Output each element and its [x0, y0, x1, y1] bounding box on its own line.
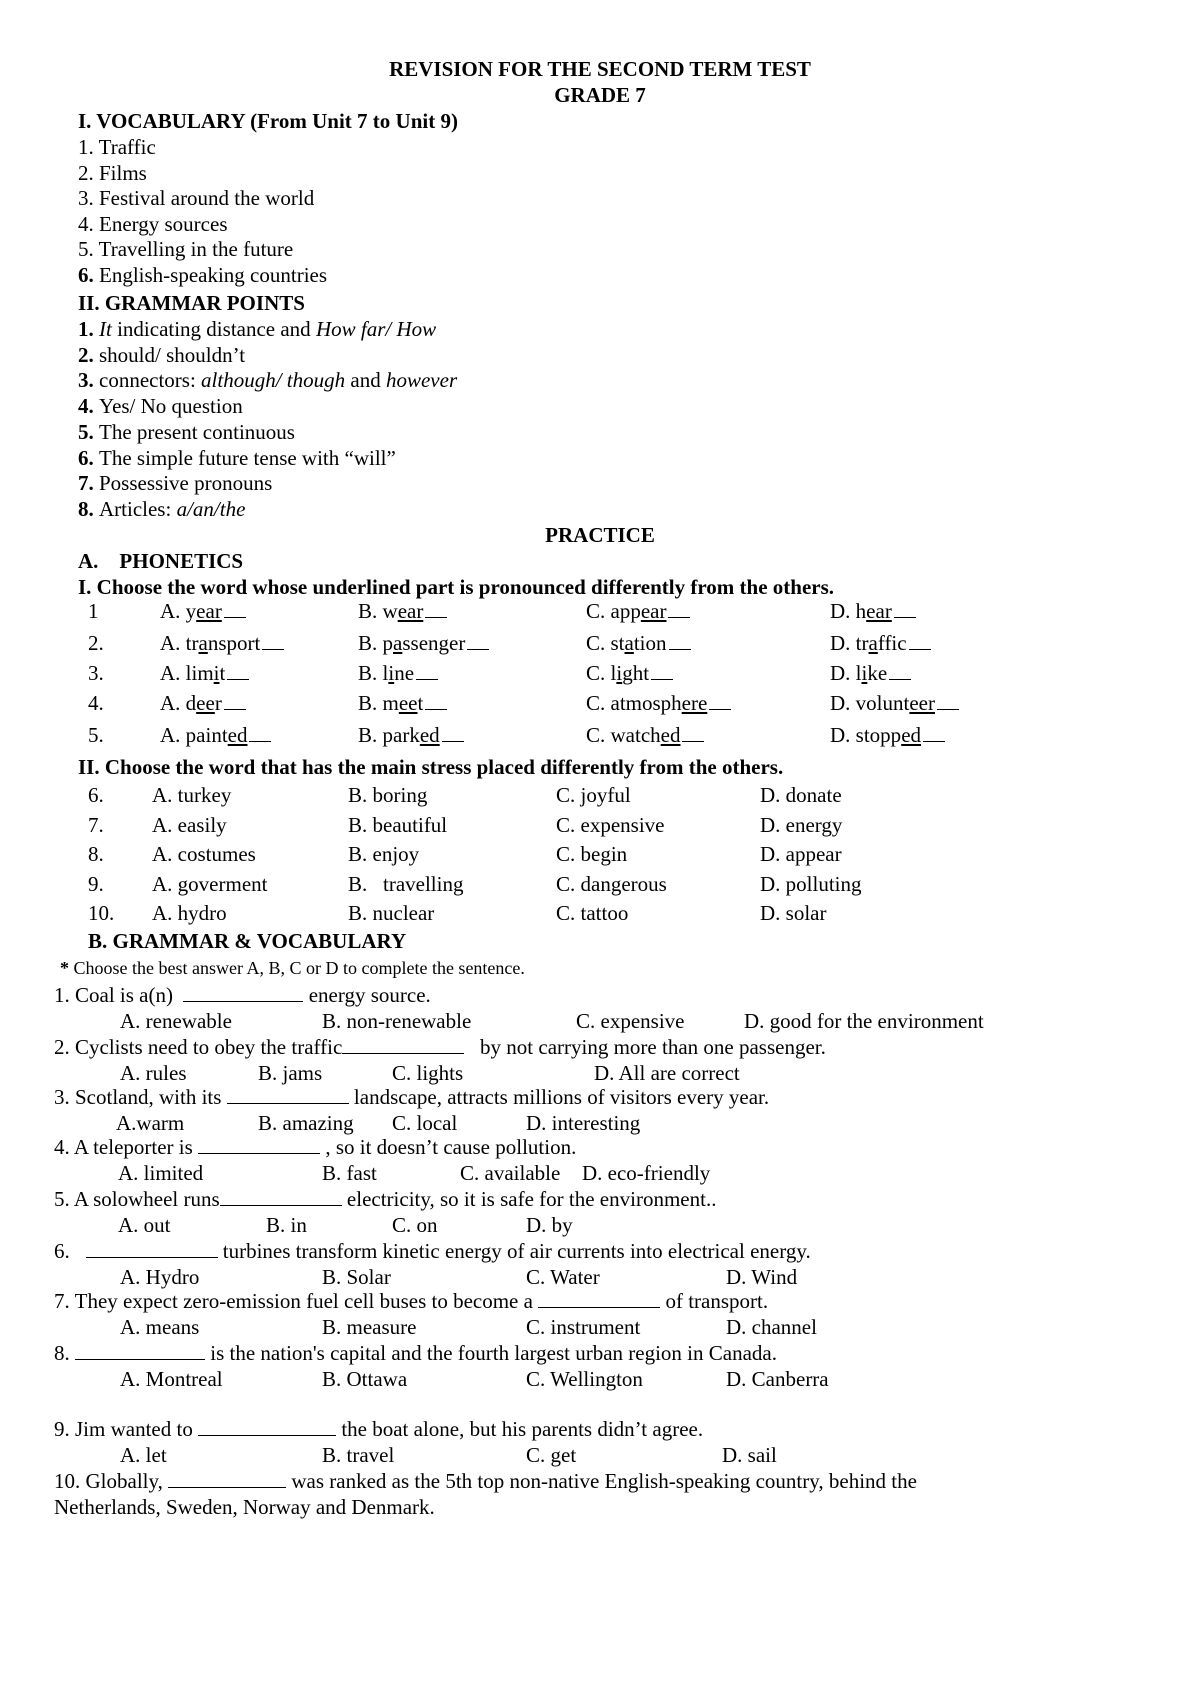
option-text: C. app [586, 599, 641, 623]
answer-option [358, 630, 489, 656]
option-text: D. stopp [830, 723, 902, 747]
option-text: D. l [830, 661, 862, 685]
question-text: 2. Cyclists need to obey the traffic [54, 1035, 343, 1059]
option-text: C. l [586, 661, 617, 685]
item-keyword: How far/ How [315, 317, 437, 341]
option-text: ght [622, 661, 650, 685]
question-text: 4. A teleporter is [54, 1135, 199, 1159]
item-number: 6. [78, 263, 99, 287]
question-number: 10. [88, 901, 115, 926]
question-text: , so it doesn’t cause pollution. [320, 1135, 577, 1159]
option-text: r [214, 691, 222, 715]
underline-mark [669, 631, 691, 650]
option-underlined-part: ere [681, 691, 708, 715]
question-continuation: Netherlands, Sweden, Norway and Denmark. [54, 1495, 435, 1519]
question-number: 7. [88, 812, 104, 837]
option-text: A. d [160, 691, 197, 715]
underline-mark [889, 661, 911, 680]
answer-option [160, 630, 284, 656]
answer-option [586, 630, 691, 656]
option-underlined-part: i [388, 661, 395, 685]
question-text: was ranked as the 5th top non-native English-speaking country, behind the [286, 1469, 917, 1493]
answer-option: D. All are correct [594, 1061, 740, 1085]
answer-blank [538, 1289, 660, 1308]
answer-option: D. Wind [726, 1265, 798, 1289]
option-text: D. volunt [830, 691, 910, 715]
question-number: 9. [88, 871, 104, 896]
item-keyword: a/an/the [176, 496, 246, 521]
question-number: 8. [88, 842, 104, 867]
answer-option [830, 660, 911, 686]
item-text: The simple future tense with “will” [99, 445, 396, 470]
question-text: turbines transform kinetic energy of air currents into electrical energy. [217, 1239, 811, 1263]
question-stem [54, 1468, 917, 1494]
option-underlined-part: ee [398, 691, 418, 715]
answer-blank [220, 1187, 342, 1206]
question-text: electricity, so it is safe for the environment.. [341, 1187, 717, 1211]
answer-blank [342, 1035, 464, 1054]
answer-option [586, 690, 731, 716]
item-text: Films [99, 160, 147, 185]
underline-mark [416, 661, 438, 680]
vocabulary-item [78, 134, 156, 160]
underline-mark [894, 599, 916, 618]
answer-blank [183, 983, 303, 1002]
option-underlined-part: ear [640, 599, 667, 623]
underline-mark [923, 723, 945, 742]
answer-option: B. nuclear [348, 901, 435, 926]
option-underlined-part: ed [419, 723, 440, 747]
option-text: nsport [207, 631, 261, 655]
item-number: 2. [78, 160, 99, 185]
answer-option: D. polluting [760, 871, 862, 896]
answer-option: A. limited [118, 1161, 204, 1185]
option-text: B. p [358, 631, 394, 655]
answer-option: C. dangerous [556, 871, 667, 896]
answer-option: D. by [526, 1213, 573, 1237]
option-text: tion [633, 631, 667, 655]
option-underlined-part: a [198, 631, 208, 655]
answer-option [830, 690, 959, 716]
item-text: Possessive pronouns [99, 471, 273, 496]
option-text: D. h [830, 599, 867, 623]
question-stem [54, 1416, 703, 1442]
item-number: 5. [78, 419, 99, 444]
answer-option: A. out [118, 1213, 171, 1237]
question-number: 5. [88, 723, 104, 747]
answer-option: B. jams [258, 1061, 323, 1085]
option-underlined-part: eer [909, 691, 935, 715]
option-underlined-part: ear [196, 599, 222, 623]
answer-option [830, 598, 916, 624]
vocabulary-item [78, 211, 228, 237]
answer-blank [75, 1341, 205, 1360]
question-stem [54, 1134, 576, 1160]
answer-blank [198, 1417, 336, 1436]
option-text: A. paint [160, 723, 228, 747]
underline-mark [467, 631, 489, 650]
option-text: t [417, 691, 424, 715]
grammar-point-item [78, 496, 245, 522]
answer-option: B. Ottawa [322, 1367, 408, 1391]
question-stem [54, 1084, 769, 1110]
answer-option: D. channel [726, 1315, 817, 1339]
option-text: t [219, 661, 226, 685]
option-text: ke [867, 661, 888, 685]
question-text: is the nation's capital and the fourth largest urban region in Canada. [205, 1341, 777, 1365]
grammar-point-item [78, 342, 245, 368]
answer-option: D. sail [722, 1443, 777, 1467]
question-text: 5. A solowheel runs [54, 1187, 220, 1211]
answer-option: A. renewable [120, 1009, 232, 1033]
underline-mark [249, 723, 271, 742]
answer-option: A. Hydro [120, 1265, 200, 1289]
question-text: the boat alone, but his parents didn’t agree. [336, 1417, 704, 1441]
item-number: 1. [78, 135, 99, 159]
answer-option: C. Wellington [526, 1367, 643, 1391]
grammar-point-item [78, 316, 436, 342]
grammar-point-item [78, 445, 396, 471]
vocabulary-heading: I. VOCABULARY (From Unit 7 to Unit 9) [78, 109, 458, 133]
underline-mark [425, 599, 447, 618]
option-underlined-part: ee [196, 691, 215, 715]
instruction-text: Choose the best answer A, B, C or D to complete the sentence. [69, 958, 525, 978]
answer-option [830, 630, 931, 656]
answer-option: A. turkey [152, 783, 232, 807]
answer-option [830, 722, 945, 748]
option-text: ssenger [402, 631, 466, 655]
grammar-points-heading: II. GRAMMAR POINTS [78, 291, 305, 315]
answer-option: C. tattoo [556, 901, 629, 926]
practice-heading: PRACTICE [545, 523, 655, 547]
answer-option [358, 598, 447, 624]
item-number: 4. [78, 394, 99, 419]
question-number: 4. [88, 691, 104, 715]
answer-blank [227, 1085, 349, 1104]
answer-option: D. interesting [526, 1111, 641, 1135]
answer-option: C. expensive [556, 812, 665, 837]
underline-mark [651, 661, 673, 680]
option-text: A. tr [160, 631, 199, 655]
option-underlined-part: i [861, 661, 868, 685]
grammar-point-item [78, 393, 243, 419]
item-text: The present continuous [99, 419, 295, 444]
underline-mark [937, 691, 959, 710]
option-underlined-part: i [213, 661, 220, 685]
option-text: B. w [358, 599, 398, 623]
answer-option: A. means [120, 1315, 200, 1339]
underline-mark [425, 691, 447, 710]
page-title: REVISION FOR THE SECOND TERM TEST [389, 57, 811, 81]
item-number: 1. [78, 317, 99, 341]
question-stem [54, 1034, 826, 1060]
grammar-vocab-instruction [60, 955, 525, 981]
phonetics-heading: A. PHONETICS [78, 549, 244, 573]
option-underlined-part: ed [901, 723, 922, 747]
answer-option [586, 598, 690, 624]
answer-option [160, 598, 246, 624]
answer-option: D. eco-friendly [582, 1161, 711, 1185]
vocabulary-item [78, 262, 327, 288]
item-text: indicating distance and [111, 317, 316, 341]
grade-label: GRADE 7 [554, 83, 646, 107]
answer-option: B. amazing [258, 1111, 354, 1135]
answer-option: B. enjoy [348, 842, 420, 867]
answer-option [586, 722, 704, 748]
answer-option: C. get [526, 1443, 577, 1467]
answer-option [160, 690, 246, 716]
item-number: 6. [78, 445, 99, 470]
option-text: A. y [160, 599, 197, 623]
answer-option: C. available [460, 1161, 561, 1185]
part1-heading: I. Choose the word whose underlined part is pronounced differently from the others. [78, 575, 835, 599]
item-text: Yes/ No question [99, 394, 243, 419]
item-number: 2. [78, 342, 99, 367]
option-text: B. m [358, 691, 399, 715]
answer-option: A. costumes [152, 842, 256, 867]
answer-option [358, 660, 438, 686]
option-underlined-part: ear [866, 599, 892, 623]
answer-blank [168, 1469, 286, 1488]
item-number: 5. [78, 237, 99, 262]
question-text: of transport. [660, 1289, 769, 1313]
option-text: C. watch [586, 723, 661, 747]
vocabulary-item [78, 160, 147, 186]
question-number: 6. [88, 783, 104, 807]
answer-option: A. easily [152, 812, 227, 837]
underline-mark [227, 661, 249, 680]
question-number: 1 [88, 599, 99, 623]
underline-mark [668, 599, 690, 618]
answer-option: A. hydro [152, 901, 227, 926]
answer-blank [86, 1239, 218, 1258]
option-text: A. lim [160, 661, 214, 685]
underline-mark [909, 631, 931, 650]
answer-option: C. instrument [526, 1315, 641, 1339]
item-number: 7. [78, 471, 99, 496]
question-text: landscape, attracts millions of visitors every year. [348, 1085, 770, 1109]
underline-mark [224, 599, 246, 618]
answer-option: C. lights [392, 1061, 464, 1085]
question-stem [54, 1288, 768, 1314]
option-underlined-part: ed [227, 723, 248, 747]
item-text: Festival around the world [99, 186, 315, 211]
item-text: and [345, 368, 386, 393]
underline-mark [442, 723, 464, 742]
item-number: 4. [78, 211, 99, 236]
question-text: 7. They expect zero-emission fuel cell buses to become a [54, 1289, 539, 1313]
answer-option [160, 722, 271, 748]
part2-heading: II. Choose the word that has the main stress placed differently from the others. [78, 755, 784, 779]
question-stem [54, 1186, 716, 1212]
option-text: C. atmosph [586, 691, 682, 715]
option-underlined-part: ed [660, 723, 681, 747]
answer-option: B. non-renewable [322, 1009, 472, 1033]
item-text: Articles: [99, 496, 177, 521]
underline-mark [709, 691, 731, 710]
answer-option: B. boring [348, 783, 428, 807]
underline-mark [682, 723, 704, 742]
option-underlined-part: a [624, 631, 634, 655]
answer-option: B. measure [322, 1315, 417, 1339]
grammar-point-item [78, 470, 272, 496]
option-text: D. tr [830, 631, 869, 655]
question-stem [54, 1340, 777, 1366]
answer-option: A. Montreal [120, 1367, 223, 1391]
answer-option: B. beautiful [348, 812, 448, 837]
question-text: 3. Scotland, with its [54, 1085, 227, 1109]
question-text: energy source. [303, 983, 431, 1007]
answer-blank [198, 1135, 320, 1154]
option-text: B. park [358, 723, 420, 747]
answer-option: D. Canberra [726, 1367, 829, 1391]
answer-option: D. appear [760, 842, 842, 867]
answer-option: B. travelling [348, 871, 464, 896]
answer-option: A. goverment [152, 871, 268, 896]
grammar-point-item [78, 419, 295, 445]
item-number: 3. [78, 186, 99, 211]
grammar-point-item [78, 367, 457, 393]
answer-option [160, 660, 249, 686]
item-text: Energy sources [99, 211, 228, 236]
answer-option [586, 660, 673, 686]
question-text: 6. [54, 1239, 86, 1263]
question-number: 3. [88, 661, 104, 685]
question-number: 2. [88, 631, 104, 655]
answer-option: C. on [392, 1213, 438, 1237]
option-underlined-part: i [616, 661, 623, 685]
question-stem [54, 1238, 811, 1264]
question-text: 1. Coal is a(n) [54, 983, 184, 1007]
answer-option [358, 690, 447, 716]
item-keyword: although/ though [201, 368, 346, 393]
answer-option: B. travel [322, 1443, 395, 1467]
instruction-star: * [60, 958, 69, 978]
question-text: 10. Globally, [54, 1469, 169, 1493]
vocabulary-item [78, 236, 293, 262]
question-text: by not carrying more than one passenger. [464, 1035, 826, 1059]
answer-option: D. solar [760, 901, 827, 926]
answer-option: A.warm [116, 1111, 185, 1135]
option-underlined-part: ear [397, 599, 424, 623]
item-text: Traffic [98, 135, 156, 159]
item-text: English-speaking countries [99, 263, 328, 287]
option-text: ffic [877, 631, 907, 655]
underline-mark [224, 691, 246, 710]
question-text: 8. [54, 1341, 75, 1365]
answer-option: D. energy [760, 812, 843, 837]
answer-option: B. fast [322, 1161, 377, 1185]
answer-option: C. joyful [556, 783, 631, 807]
answer-option: C. local [392, 1111, 458, 1135]
item-text: should/ shouldn’t [99, 342, 246, 367]
item-keyword: however [385, 368, 458, 393]
item-keyword: It [99, 317, 112, 341]
item-number: 8. [78, 496, 99, 521]
question-text: 9. Jim wanted to [54, 1417, 199, 1441]
answer-option: A. let [120, 1443, 167, 1467]
answer-option [358, 722, 464, 748]
answer-option: B. in [266, 1213, 307, 1237]
option-text: ne [394, 661, 415, 685]
answer-option: C. begin [556, 842, 628, 867]
answer-option: A. rules [120, 1061, 187, 1085]
question-stem [54, 982, 431, 1008]
vocabulary-item [78, 185, 314, 211]
answer-option: B. Solar [322, 1265, 391, 1289]
item-text: Travelling in the future [98, 237, 294, 262]
answer-option: C. expensive [576, 1009, 685, 1033]
answer-option: D. good for the environment [744, 1009, 984, 1033]
answer-option: D. donate [760, 783, 842, 807]
item-number: 3. [78, 368, 99, 393]
option-underlined-part: a [393, 631, 403, 655]
item-text: connectors: [99, 368, 202, 393]
answer-option: C. Water [526, 1265, 600, 1289]
grammar-vocab-heading: B. GRAMMAR & VOCABULARY [88, 929, 407, 953]
option-text: B. l [358, 661, 389, 685]
option-underlined-part: a [868, 631, 878, 655]
option-text: C. st [586, 631, 625, 655]
underline-mark [262, 631, 284, 650]
